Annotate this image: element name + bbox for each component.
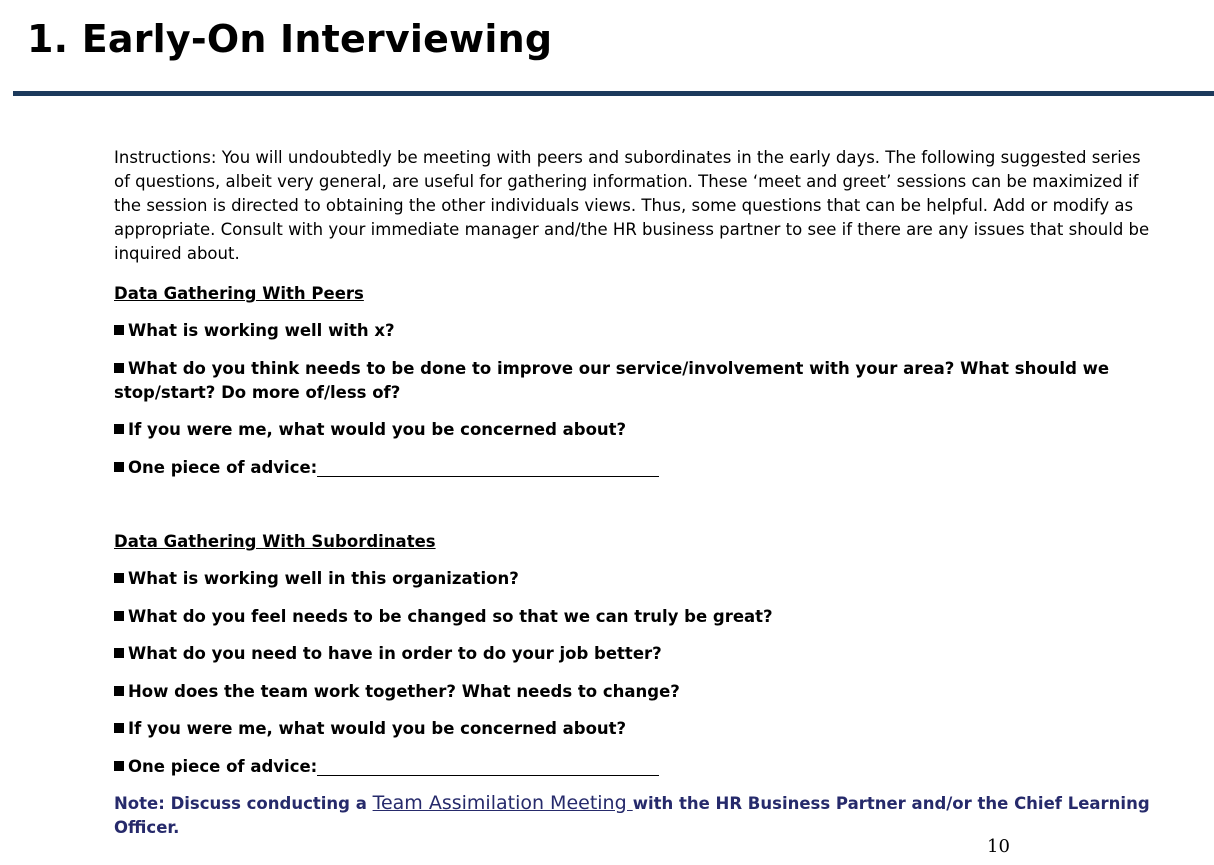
content-body — [114, 146, 1154, 840]
page-title: 1. Early-On Interviewing — [27, 17, 553, 61]
question-text: What do you think needs to be done to improve our service/involvement with your area? What should we stop/start? Do more of/less of? — [114, 358, 1110, 402]
question-text: What do you feel needs to be changed so that we can truly be great? — [128, 606, 773, 626]
team-assimilation-meeting-link[interactable]: Team Assimilation Meeting — [372, 791, 633, 814]
question-text: One piece of advice: — [128, 756, 318, 776]
advice-blank-line — [317, 459, 659, 477]
peers-question-2 — [114, 357, 1154, 405]
square-bullet-icon — [114, 363, 124, 373]
footnote — [114, 791, 1154, 840]
peers-question-4 — [114, 456, 1154, 480]
square-bullet-icon — [114, 424, 124, 434]
section-spacer — [114, 493, 1154, 530]
question-text: How does the team work together? What needs to change? — [128, 681, 680, 701]
peers-question-1 — [114, 319, 1154, 343]
question-text: One piece of advice: — [128, 457, 318, 477]
advice-blank-line — [317, 758, 659, 776]
question-text: What is working well in this organization? — [128, 569, 519, 588]
question-text: What is working well with x? — [128, 321, 395, 340]
square-bullet-icon — [114, 325, 124, 335]
question-text: If you were me, what would you be concerned about? — [128, 420, 627, 439]
title-divider — [13, 91, 1214, 96]
subordinates-question-6 — [114, 755, 1154, 779]
subordinates-question-2 — [114, 605, 1154, 629]
square-bullet-icon — [114, 723, 124, 733]
subordinates-question-5 — [114, 717, 1154, 741]
square-bullet-icon — [114, 611, 124, 621]
square-bullet-icon — [114, 648, 124, 658]
question-text: If you were me, what would you be concerned about? — [128, 719, 627, 738]
question-text: What do you need to have in order to do your job better? — [128, 644, 662, 663]
square-bullet-icon — [114, 761, 124, 771]
note-suffix: with the HR Business Partner and/or the Chief Learning Officer. — [114, 793, 1150, 837]
peers-question-3 — [114, 418, 1154, 442]
page-number: 10 — [987, 836, 1010, 857]
note-prefix: Note: Discuss conducting a — [114, 793, 373, 813]
subordinates-question-4 — [114, 680, 1154, 704]
subordinates-question-3 — [114, 642, 1154, 666]
subordinates-question-1 — [114, 567, 1154, 591]
peers-section-heading: Data Gathering With Peers — [114, 284, 364, 303]
square-bullet-icon — [114, 462, 124, 472]
subordinates-section-heading: Data Gathering With Subordinates — [114, 532, 436, 551]
square-bullet-icon — [114, 573, 124, 583]
instructions-paragraph: Instructions: You will undoubtedly be meeting with peers and subordinates in the early days. The following suggested series of questions, albeit very general, are useful for gathering information. These ‘meet and greet’ sessions can be maximized if the session is directed to obtaining the other individuals views. Thus, some questions that can be helpful. Add or modify as appropriate. Consult with your immediate manager and/the HR business partner to see if there are any issues that should be inquired about. — [114, 148, 1150, 263]
square-bullet-icon — [114, 686, 124, 696]
